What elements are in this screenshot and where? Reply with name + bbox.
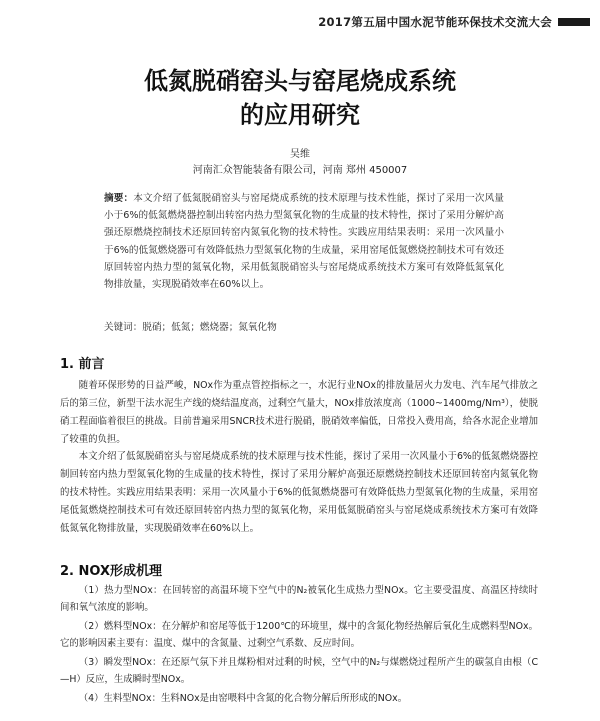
section-heading-introduction: 1. 前言 xyxy=(60,357,105,372)
abstract xyxy=(104,190,504,293)
section-heading-nox-mechanism: 2. NOX形成机理 xyxy=(60,564,163,579)
paper-title-line-1: 低氮脱硝窑头与窑尾烧成系统 xyxy=(144,67,456,95)
mechanism-item-thermal: （1）热力型NOx：在回转窑的高温环境下空气中的N₂被氧化生成热力型NOx。它主要受温度、高温区持续时间和氧气浓度的影响。 xyxy=(60,585,538,613)
conference-name: 2017第五届中国水泥节能环保技术交流大会 xyxy=(318,15,552,29)
running-header xyxy=(318,14,590,30)
paper-title xyxy=(0,64,600,132)
abstract-text: 本文介绍了低氮脱硝窑头与窑尾烧成系统的技术原理与技术性能，探讨了采用一次风量小于6%的低氮燃烧器控制出转窑内热力型氮氧化物的生成量的技术特性，探讨了采用分解炉高强还原燃烧控制技术还原回转窑内氮氧化物的技术特性。实践应用结果表明：采用一次风量小于6%的低氮燃烧器可有效降低热力型氮氧化物的生成量，采用窑尾低氮燃烧控制技术可有效还原回转窑内热力型的氮氧化物，采用低氮脱硝窑头与窑尾烧成系统技术方案可有效降低氮氧化物排放量，实现脱硝效率在60%以上。 xyxy=(104,193,504,291)
mechanism-item-raw-meal: （4）生料型NOx：生料NOx是由窑喂料中含氮的化合物分解后所形成的NOx。 xyxy=(78,693,408,704)
intro-paragraph-1: 随着环保形势的日益严峻，NOx作为重点管控指标之一，水泥行业NOx的排放量居火力发电、汽车尾气排放之后的第三位，新型干法水泥生产线的烧结温度高，过剩空气量大，NOx排放浓度高（1000~1400mg/Nm³），使脱硝工程面临着很巨的挑战。目前普遍采用SNCR技术进行脱硝，脱硝效率偏低，日常投入费用高，给各水泥企业增加了较重的负担。 xyxy=(60,380,538,445)
keywords-text: 脱硝；低氮；燃烧器；氮氧化物 xyxy=(142,322,277,333)
intro-paragraph-2: 本文介绍了低氮脱硝窑头与窑尾烧成系统的技术原理与技术性能，探讨了采用一次风量小于6%的低氮燃烧器控制回转窑内热力型氮氧化物的生成量的技术特性，探讨了采用分解炉高强还原燃烧控制技术还原回转窑内氮氧化物的技术特性。实践应用结果表明：采用一次风量小于6%的低氮燃烧器可有效降低热力型氮氧化物的生成量，采用窑尾低氮燃烧控制技术可有效还原回转窑内热力型的氮氧化物，采用低氮脱硝窑头与窑尾烧成系统技术方案可有效降低氮氧化物排放量，实现脱硝效率在60%以上。 xyxy=(60,451,538,534)
mechanism-item-fuel: （2）燃料型NOx：在分解炉和窑尾等低于1200℃的环境里，煤中的含氮化物经热解后氧化生成燃料型NOx。它的影响因素主要有：温度、煤中的含氮量、过剩空气系数、反应时间。 xyxy=(60,621,538,649)
author-affiliation: 河南汇众智能装备有限公司，河南 郑州 450007 xyxy=(192,165,408,176)
abstract-label: 摘要： xyxy=(104,193,134,204)
keywords xyxy=(104,319,504,333)
author-name: 吴维 xyxy=(290,149,310,160)
keywords-label: 关键词： xyxy=(104,322,143,333)
header-bar-mark xyxy=(558,18,590,26)
paper-title-line-2: 的应用研究 xyxy=(240,101,360,129)
mechanism-item-prompt: （3）瞬发型NOx：在还原气氛下并且煤粉相对过剩的时候，空气中的N₂与煤燃烧过程所产生的碳氢自由根（C—H）反应，生成瞬时型NOx。 xyxy=(60,657,538,685)
